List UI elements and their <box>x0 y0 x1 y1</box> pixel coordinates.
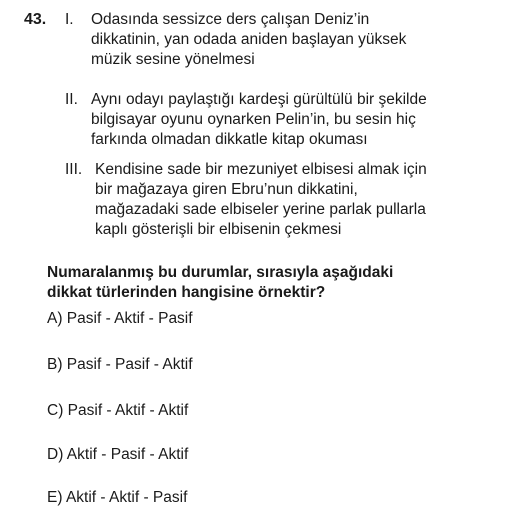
statement-3-line: kaplı gösterişli bir elbisenin çekmesi <box>95 221 342 238</box>
question-prompt-line: Numaralanmış bu durumlar, sırasıyla aşağıdaki <box>47 264 394 281</box>
question-prompt-line: dikkat türlerinden hangisine örnektir? <box>47 284 326 301</box>
statement-1 <box>65 10 505 70</box>
statement-1-text <box>91 10 505 70</box>
statement-2-text <box>91 90 505 150</box>
statement-2-line: farkında olmadan dikkatle kitap okuması <box>91 131 368 148</box>
statement-1-line: müzik sesine yönelmesi <box>91 51 255 68</box>
statement-3-text <box>95 160 505 240</box>
option-c[interactable]: C) Pasif - Aktif - Aktif <box>47 402 189 419</box>
option-e[interactable]: E) Aktif - Aktif - Pasif <box>47 489 188 506</box>
question-number: 43. <box>24 11 47 28</box>
statement-2-line: bilgisayar oyunu oynarken Pelin’in, bu sesin hiç <box>91 111 416 128</box>
statement-3-line: bir mağazaya giren Ebru’nun dikkatini, <box>95 181 358 198</box>
question-prompt <box>47 263 507 303</box>
statement-3-line: mağazadaki sade elbiseler yerine parlak pullarla <box>95 201 426 218</box>
statement-1-numeral: I. <box>65 11 74 28</box>
option-d[interactable]: D) Aktif - Pasif - Aktif <box>47 446 189 463</box>
option-b[interactable]: B) Pasif - Pasif - Aktif <box>47 356 193 373</box>
statement-3-numeral: III. <box>65 161 83 178</box>
statement-3 <box>65 160 505 240</box>
statement-3-line: Kendisine sade bir mezuniyet elbisesi almak için <box>95 161 427 178</box>
statement-2-numeral: II. <box>65 91 78 108</box>
statement-1-line: Odasında sessizce ders çalışan Deniz’in <box>91 11 370 28</box>
statement-2 <box>65 90 505 150</box>
option-a[interactable]: A) Pasif - Aktif - Pasif <box>47 310 193 327</box>
statement-2-line: Aynı odayı paylaştığı kardeşi gürültülü bir şekilde <box>91 91 427 108</box>
statement-1-line: dikkatinin, yan odada aniden başlayan yüksek <box>91 31 407 48</box>
